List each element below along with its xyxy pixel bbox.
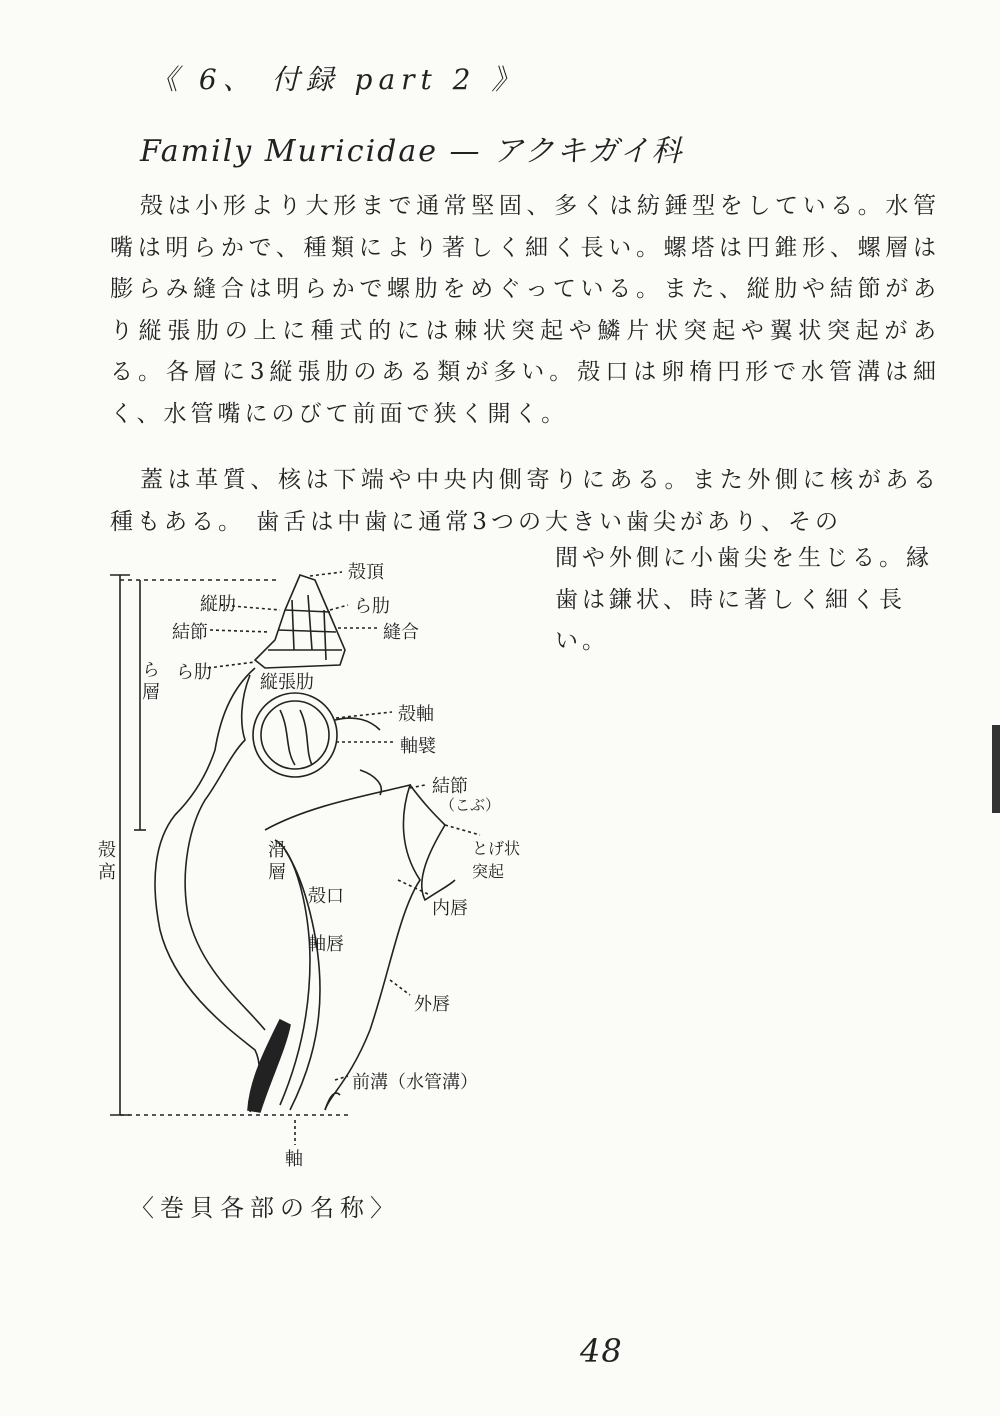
page-number: 48: [580, 1332, 623, 1370]
label-shoulder-node: 結節: [432, 776, 468, 797]
shell-diagram: [80, 550, 560, 1170]
label-apex: 殻頂: [348, 562, 384, 583]
label-spine: とげ状突起: [472, 839, 521, 881]
label-inner-lip: 内唇: [432, 898, 468, 919]
label-shoulder-node-reading: （こぶ）: [440, 796, 501, 814]
label-node: 結節: [172, 622, 208, 643]
section-heading: 《 6、 付録 part 2 》: [150, 63, 526, 96]
label-longitudinal-rib: 縦肋: [200, 594, 236, 615]
label-outer-lip: 外唇: [414, 994, 450, 1015]
label-siphonal-canal: 前溝（水管溝）: [352, 1072, 478, 1093]
label-whorl: ら層: [139, 660, 160, 704]
label-shell-height: 殻高: [95, 840, 116, 884]
figure-caption: 〈巻貝各部の名称〉: [130, 1194, 400, 1222]
family-title: Family Muricidae — アクキガイ科: [140, 134, 684, 169]
label-axis: 軸: [285, 1149, 303, 1170]
label-aperture: 殻口: [308, 886, 344, 907]
label-umbilical-layer: 滑層: [265, 840, 286, 884]
paragraph-operculum-radula: 蓋は革質、核は下端や中央内側寄りにある。また外側に核がある種もある。 歯舌は中歯に通常3つの大きい歯尖があり、その: [110, 467, 940, 535]
label-columella: 殻軸: [398, 704, 434, 725]
label-varix: 縦張肋: [260, 672, 314, 693]
label-columellar-plait: 軸襞: [400, 736, 436, 757]
label-spiral-rib-top: ら肋: [354, 596, 390, 617]
label-suture: 縫合: [383, 622, 419, 643]
paragraph-radula-continued: 間や外側に小歯尖を生じる。縁歯は鎌状、時に著しく細く長い。: [555, 545, 933, 654]
label-columellar-lip: 軸唇: [308, 934, 344, 955]
paragraph-shell-description: 殻は小形より大形まで通常堅固、多くは紡錘型をしている。水管嘴は明らかで、種類により著しく細く長い。螺塔は円錐形、螺層は膨らみ縫合は明らかで螺肋をめぐっている。また、縦肋や結節があり縦張肋の上に種式的には棘状突起や鱗片状突起や翼状突起がある。各層に3縦張肋のある類が多い。殻口は卵楕円形で水管溝は細く、水管嘴にのびて前面で狭く開く。: [110, 193, 940, 427]
label-spiral-rib-left: ら肋: [176, 662, 212, 683]
scan-edge-mark: [992, 725, 1000, 813]
spire-outline: [255, 575, 345, 668]
